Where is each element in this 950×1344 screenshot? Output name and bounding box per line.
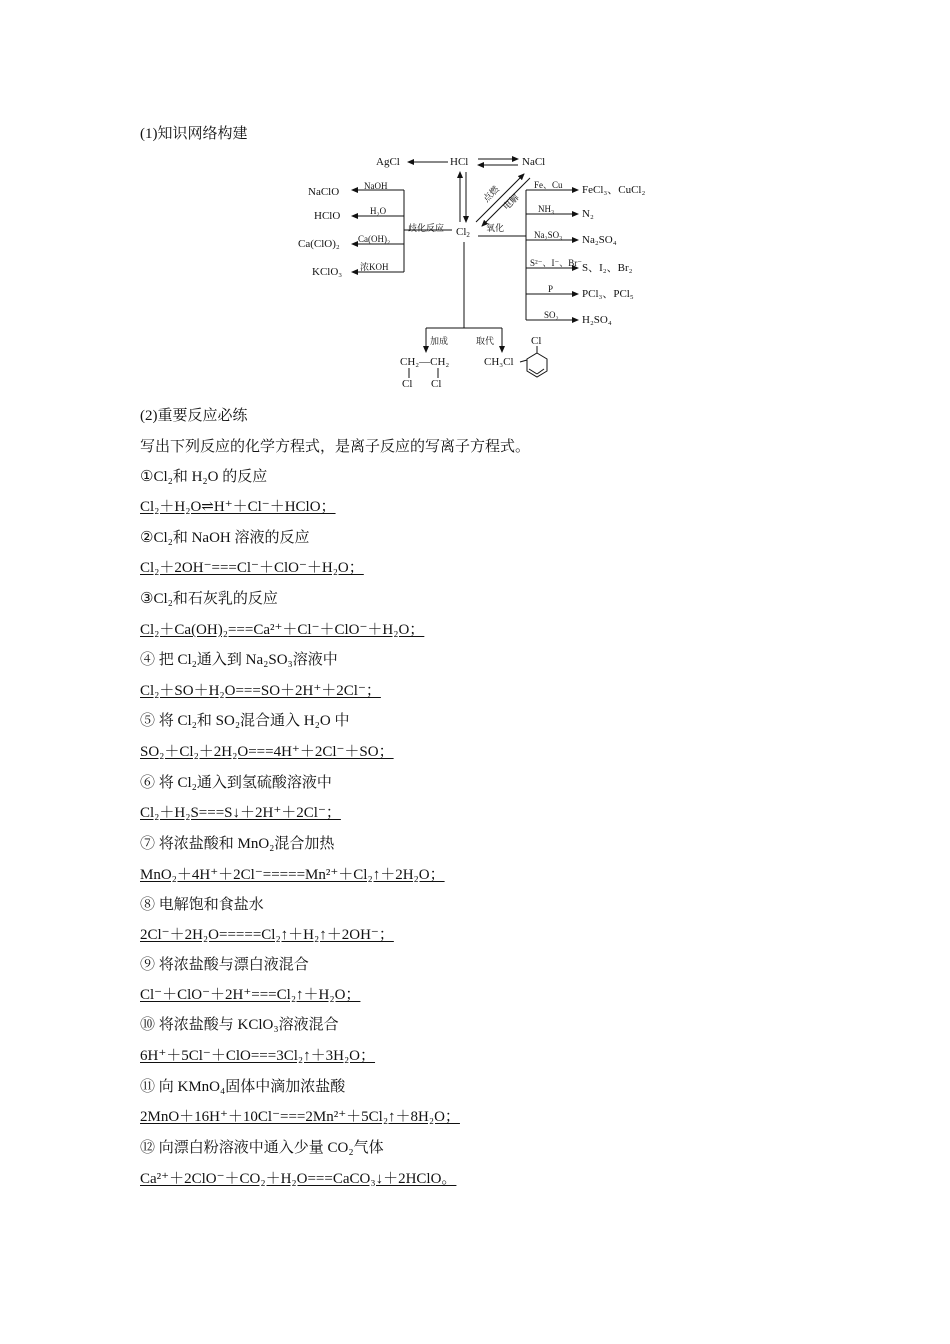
reaction-equation: SO₂＋Cl₂＋2H₂O===4H⁺＋2Cl⁻＋SO；	[140, 744, 394, 760]
reaction-title: ④ 把 Cl₂通入到 Na₂SO₃溶液中	[140, 652, 338, 668]
left-product-1: NaClO	[308, 186, 340, 198]
reaction-title: ①Cl₂和 H₂O 的反应	[140, 469, 268, 485]
addition-product: CH₂—CH₂	[400, 356, 450, 368]
reaction-title: ⑫ 向漂白粉溶液中通入少量 CO₂气体	[140, 1140, 384, 1156]
label-electrolysis: 电解	[501, 192, 521, 212]
node-nacl: NaCl	[522, 156, 546, 168]
label-disproportionation: 歧化反应	[408, 223, 445, 233]
right-reagent-6: SO₂	[544, 310, 559, 320]
left-reagent-1: NaOH	[364, 181, 388, 191]
left-reagent-2: H₂O	[370, 206, 387, 216]
left-reagent-3: Ca(OH)₂	[358, 234, 391, 244]
reaction-equation: Cl₂＋2OH⁻===Cl⁻＋ClO⁻＋H₂O；	[140, 560, 364, 576]
left-product-2: HClO	[314, 210, 341, 222]
right-product-2: N₂	[582, 208, 594, 220]
reaction-equation: Cl₂＋Ca(OH)₂===Ca²⁺＋Cl⁻＋ClO⁻＋H₂O；	[140, 622, 425, 638]
label-oxidation: 氧化	[486, 223, 505, 233]
diagram-lines	[0, 0, 950, 400]
section2-heading: (2)重要反应必练	[140, 408, 248, 424]
reaction-title: ⑨ 将浓盐酸与漂白液混合	[140, 957, 309, 973]
reaction-equation: 2Cl⁻＋2H₂O=====Cl₂↑＋H₂↑＋2OH⁻；	[140, 927, 394, 943]
left-product-4: KClO₃	[312, 266, 343, 278]
label-addition: 加成	[430, 336, 449, 346]
addition-product-cl1: Cl	[402, 378, 413, 390]
reaction-equation: MnO₂＋4H⁺＋2Cl⁻=====Mn²⁺＋Cl₂↑＋2H₂O；	[140, 867, 445, 883]
substitution-product-chlorobenzene-cl: Cl	[531, 335, 542, 347]
left-reagent-4: 浓KOH	[360, 262, 389, 272]
right-product-6: H₂SO₄	[582, 314, 612, 326]
node-agcl: AgCl	[376, 156, 400, 168]
reaction-title: ⑤ 将 Cl₂和 SO₂混合通入 H₂O 中	[140, 713, 350, 729]
left-product-3: Ca(ClO)₂	[298, 238, 340, 250]
right-reagent-3: Na₂SO₃	[534, 230, 563, 240]
reaction-equation: 6H⁺＋5Cl⁻＋ClO===3Cl₂↑＋3H₂O；	[140, 1048, 376, 1064]
right-product-5: PCl₃、PCl₅	[582, 288, 634, 300]
right-product-4: S、I₂、Br₂	[582, 262, 633, 274]
right-product-3: Na₂SO₄	[582, 234, 617, 246]
right-reagent-4: S²⁻、I⁻、Br⁻	[530, 258, 582, 268]
right-reagent-1: Fe、Cu	[534, 180, 563, 190]
label-substitution: 取代	[476, 336, 495, 346]
reaction-title: ②Cl₂和 NaOH 溶液的反应	[140, 530, 310, 546]
reaction-title: ⑦ 将浓盐酸和 MnO₂混合加热	[140, 836, 335, 852]
node-hcl: HCl	[450, 156, 469, 168]
right-reagent-2: NH₃	[538, 204, 555, 214]
reaction-equation: Cl₂＋H₂S===S↓＋2H⁺＋2Cl⁻；	[140, 805, 341, 821]
right-reagent-5: P	[548, 284, 554, 294]
reaction-title: ⑥ 将 Cl₂通入到氢硫酸溶液中	[140, 775, 332, 791]
section1-heading: (1)知识网络构建	[140, 126, 248, 142]
reaction-title: ⑩ 将浓盐酸与 KClO₃溶液混合	[140, 1017, 339, 1033]
substitution-product-ch3cl: CH₃Cl	[484, 356, 514, 368]
reaction-title: ⑧ 电解饱和食盐水	[140, 897, 264, 913]
node-cl2: $Cl_2$	[456, 226, 470, 239]
reaction-equation: Ca²⁺＋2ClO⁻＋CO₂＋H₂O===CaCO₃↓＋2HClO。	[140, 1171, 457, 1187]
reaction-equation: Cl₂＋SO＋H₂O===SO＋2H⁺＋2Cl⁻；	[140, 683, 381, 699]
reaction-equation: Cl₂＋H₂O⇌H⁺＋Cl⁻＋HClO；	[140, 499, 336, 515]
reaction-title: ⑪ 向 KMnO₄固体中滴加浓盐酸	[140, 1079, 346, 1095]
label-ignite: 点燃	[481, 184, 501, 204]
right-product-1: FeCl₃、CuCl₂	[582, 184, 646, 196]
addition-product-cl2: Cl	[431, 378, 442, 390]
reaction-equation: 2MnO＋16H⁺＋10Cl⁻===2Mn²⁺＋5Cl₂↑＋8H₂O；	[140, 1109, 460, 1125]
reaction-equation: Cl⁻＋ClO⁻＋2H⁺===Cl₂↑＋H₂O；	[140, 987, 361, 1003]
instruction-text: 写出下列反应的化学方程式，是离子反应的写离子方程式。	[140, 439, 531, 455]
reaction-title: ③Cl₂和石灰乳的反应	[140, 591, 278, 607]
